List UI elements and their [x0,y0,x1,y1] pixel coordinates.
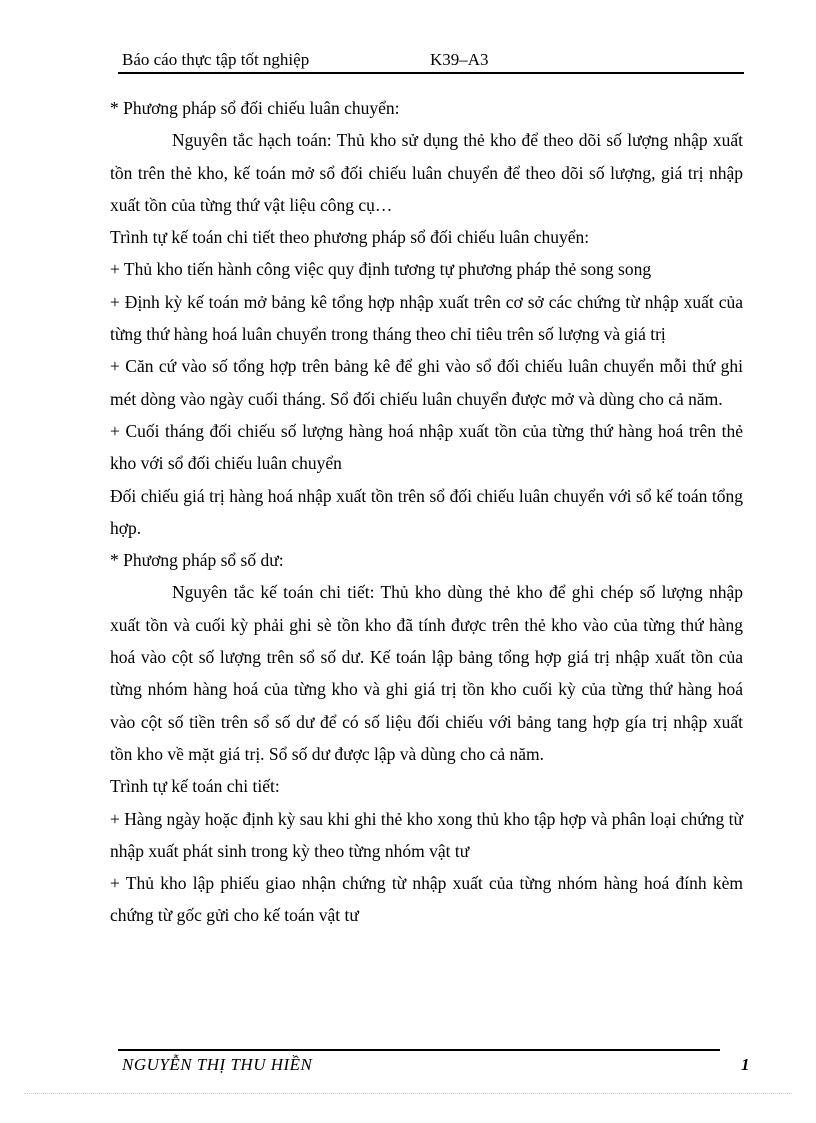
list-item-step-1: + Thủ kho tiến hành công việc quy định tương tự phương pháp thẻ song song [110,259,652,280]
paragraph-balance-principle: Nguyên tắc kế toán chi tiết: Thủ kho dùng thẻ kho để ghi chép số lượng nhập xuất tồn và cuối kỳ phải ghi sè tồn kho đã tính được trên thẻ kho vào của từng thứ hàng hoá vào cột số lượng trên sổ số dư. Kế toán lập bảng tổng hợp giá trị nhập xuất tồn của từng nhóm hàng hoá của từng kho và ghi giá trị tồn kho cuối kỳ của từng thứ hàng hoá vào cột số tiền trên sổ số dư để có số liệu đối chiếu với bảng tang hợp gía trị nhập xuất tồn kho về mặt giá trị. Sổ số dư được lập và dùng cho cả năm. [110,582,743,764]
report-title: Báo cáo thực tập tốt nghiệp [122,50,310,69]
paragraph-value-reconciliation: Đối chiếu giá trị hàng hoá nhập xuất tồn trên sổ đối chiếu luân chuyển với sổ kế toán tổng hợp. [110,485,743,538]
paragraph-accounting-principle: Nguyên tắc hạch toán: Thủ kho sử dụng thẻ kho để theo dõi số lượng nhập xuất tồn trên thẻ kho, kế toán mở sổ đối chiếu luân chuyển để theo dõi số lượng, giá trị nhập xuất tồn của từng thứ vật liệu công cụ… [110,130,743,215]
document-body [110,92,743,932]
section-heading-balance-ledger: * Phương pháp sổ số dư: [110,550,284,571]
header-divider [118,72,744,74]
footer-divider [118,1049,720,1051]
list-item-step-4: + Cuối tháng đối chiếu số lượng hàng hoá nhập xuất tồn của từng thứ hàng hoá trên thẻ kho với sổ đối chiếu luân chuyển [110,420,743,474]
class-code: K39–A3 [430,50,489,69]
page-boundary [24,1093,792,1094]
list-item-step-3: + Căn cứ vào số tổng hợp trên bảng kê để ghi vào sổ đối chiếu luân chuyển mỗi thứ ghi mét dòng vào ngày cuối tháng. Sổ đối chiếu luân chuyển được mở và dùng cho cả năm. [110,356,743,409]
section-heading-rotation-ledger: * Phương pháp sổ đối chiếu luân chuyển: [110,98,400,118]
list-item-delivery-step: + Thủ kho lập phiếu giao nhận chứng từ nhập xuất của từng nhóm hàng hoá đính kèm chứng từ gốc gửi cho kế toán vật tư [110,873,743,926]
list-item-daily-step: + Hàng ngày hoặc định kỳ sau khi ghi thẻ kho xong thủ kho tập hợp và phân loại chứng từ nhập xuất phát sinh trong kỳ theo từng nhóm vật tư [110,808,743,861]
paragraph-procedure-heading: Trình tự kế toán chi tiết theo phương pháp sổ đối chiếu luân chuyển: [110,227,590,248]
list-item-step-2: + Định kỳ kế toán mở bảng kê tổng hợp nhập xuất trên cơ sở các chứng từ nhập xuất của từng thứ hàng hoá luân chuyển trong tháng theo chỉ tiêu trên số lượng và giá trị [110,291,743,345]
author-name: NGUYỄN THỊ THU HIỀN [122,1055,313,1074]
paragraph-detail-procedure-heading: Trình tự kế toán chi tiết: [110,776,280,797]
page-number: 1 [741,1055,750,1074]
page-header [118,50,744,72]
